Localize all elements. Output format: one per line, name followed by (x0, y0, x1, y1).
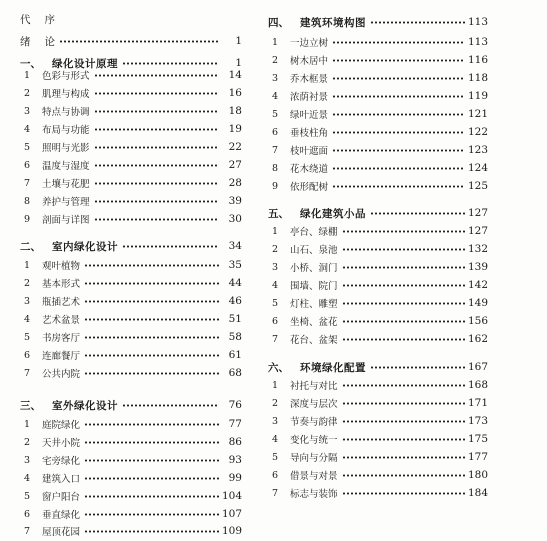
item-title: 节奏与韵律 (290, 417, 338, 428)
toc-item[interactable] (20, 120, 242, 138)
dot-leader (332, 40, 465, 45)
page-number: 35 (228, 259, 242, 271)
toc-section-heading[interactable] (20, 396, 242, 414)
item-title: 垂直绿化 (42, 510, 81, 521)
item-number: 4 (24, 472, 31, 484)
item-title: 垂枝柱角 (290, 128, 329, 139)
item-number: 5 (272, 451, 279, 463)
item-title: 花木绕道 (290, 164, 329, 175)
toc-entry-introduction[interactable] (20, 32, 242, 50)
dot-leader (342, 419, 465, 424)
item-number: 2 (24, 87, 31, 99)
toc-item[interactable] (20, 84, 242, 102)
item-number: 5 (272, 108, 279, 120)
toc-item[interactable] (20, 469, 242, 487)
section-title: 建筑环境构图 (300, 16, 366, 29)
item-title: 窗户阳台 (42, 492, 81, 503)
item-number: 3 (24, 454, 31, 466)
item-number: 1 (272, 225, 279, 237)
item-title: 一边立树 (290, 38, 329, 49)
page-number: 175 (467, 433, 488, 445)
item-number: 4 (24, 313, 31, 325)
page-number: 132 (467, 243, 488, 255)
page-number: 1 (235, 57, 242, 69)
item-title: 肌理与构成 (42, 89, 90, 100)
item-title: 基本形式 (42, 279, 81, 290)
dot-leader (332, 76, 465, 81)
item-title: 标志与装饰 (290, 489, 338, 500)
item-number: 7 (24, 367, 31, 379)
dot-leader (94, 91, 219, 96)
page-number: 180 (467, 469, 488, 481)
item-number: 6 (272, 315, 279, 327)
toc-item[interactable] (20, 433, 242, 451)
item-title: 观叶植物 (42, 261, 81, 272)
item-number: 2 (24, 277, 31, 289)
toc-item[interactable] (268, 222, 488, 240)
dot-leader (84, 353, 219, 358)
toc-section-heading[interactable] (268, 358, 488, 376)
section-title: 绿化建筑小品 (300, 207, 366, 220)
item-number: 7 (24, 525, 31, 537)
page-number: 127 (467, 207, 488, 219)
toc-item[interactable] (268, 33, 488, 51)
item-number: 8 (272, 162, 279, 174)
toc-item[interactable] (268, 141, 488, 159)
section-number: 一、 (20, 57, 41, 70)
page-number: 34 (228, 240, 242, 252)
page-number: 76 (228, 399, 242, 411)
item-title: 树木居中 (290, 56, 329, 67)
item-number: 5 (24, 141, 31, 153)
page-number: 121 (467, 108, 488, 120)
section-title: 环境绿化配置 (300, 361, 366, 374)
dot-leader (94, 109, 219, 114)
dot-leader (94, 181, 219, 186)
page-number: 39 (228, 195, 242, 207)
dot-leader (342, 337, 465, 342)
page-number: 19 (228, 123, 242, 135)
item-number: 7 (24, 177, 31, 189)
page-number: 171 (467, 397, 488, 409)
item-number: 4 (272, 279, 279, 291)
page-number: 142 (467, 279, 488, 291)
section-number: 二、 (20, 240, 41, 253)
dot-leader (370, 365, 465, 370)
dot-leader (122, 244, 219, 249)
toc-item[interactable] (268, 177, 488, 195)
toc-item[interactable] (20, 256, 242, 274)
page-number: 16 (228, 87, 242, 99)
item-title: 变化与统一 (290, 435, 338, 446)
dot-leader (342, 383, 465, 388)
page-number: 99 (228, 472, 242, 484)
dot-leader (94, 127, 219, 132)
page-number: 177 (467, 451, 488, 463)
item-title: 屋顶花园 (42, 527, 81, 538)
toc-item[interactable] (268, 51, 488, 69)
toc-entry-preface[interactable] (20, 10, 242, 28)
toc-item[interactable] (268, 430, 488, 448)
item-number: 6 (272, 126, 279, 138)
page-number: 119 (467, 90, 488, 102)
item-number: 2 (272, 397, 279, 409)
toc-section-heading[interactable] (268, 13, 488, 31)
page-number: 113 (467, 16, 488, 28)
page-number: 116 (467, 54, 488, 66)
item-number: 3 (272, 261, 279, 273)
toc-item[interactable] (268, 330, 488, 348)
dot-leader (332, 166, 465, 171)
dot-leader (342, 473, 465, 478)
item-title: 照明与光影 (42, 143, 90, 154)
page-number: 118 (467, 72, 488, 84)
dot-leader (342, 319, 465, 324)
dot-leader (342, 401, 465, 406)
page-number: 168 (467, 379, 488, 391)
item-title: 公共内院 (42, 369, 81, 380)
section-title: 室外绿化设计 (52, 399, 118, 412)
item-title: 连廊餐厅 (42, 351, 81, 362)
page-number: 22 (228, 141, 242, 153)
item-title: 剖面与详图 (42, 215, 90, 226)
item-title: 乔木框景 (290, 74, 329, 85)
page-number: 127 (467, 225, 488, 237)
page-number: 149 (467, 297, 488, 309)
dot-leader (342, 265, 465, 270)
item-number: 1 (272, 36, 279, 48)
item-number: 4 (272, 433, 279, 445)
item-title: 土壤与花肥 (42, 179, 90, 190)
dot-leader (332, 58, 465, 63)
toc-item[interactable] (20, 102, 242, 120)
dot-leader (122, 61, 219, 66)
page-number: 184 (467, 487, 488, 499)
dot-leader (94, 145, 219, 150)
toc-item[interactable] (20, 487, 242, 505)
dot-leader (94, 199, 219, 204)
dot-leader (84, 335, 219, 340)
page-number: 46 (228, 295, 242, 307)
item-title: 围墙、院门 (290, 281, 338, 292)
toc-item[interactable] (268, 240, 488, 258)
toc-item[interactable] (268, 69, 488, 87)
toc-section-heading[interactable] (20, 237, 242, 255)
item-title: 书房客厅 (42, 333, 81, 344)
toc-item[interactable] (20, 415, 242, 433)
page-number: 68 (228, 367, 242, 379)
dot-leader (94, 163, 219, 168)
dot-leader (84, 476, 219, 481)
toc-item[interactable] (20, 451, 242, 469)
section-title: 室内绿化设计 (52, 240, 118, 253)
toc-item[interactable] (20, 310, 242, 328)
toc-item[interactable] (20, 210, 242, 228)
item-number: 6 (24, 159, 31, 171)
toc-item[interactable] (20, 346, 242, 364)
toc-item[interactable] (268, 258, 488, 276)
page-number: 77 (228, 418, 242, 430)
dot-leader (94, 217, 219, 222)
dot-leader (332, 130, 465, 135)
toc-entry-title: 序 (44, 13, 55, 26)
toc-entry-title: 绪 (20, 35, 31, 48)
item-title: 小桥、洞门 (290, 263, 338, 274)
toc-item[interactable] (268, 276, 488, 294)
dot-leader (332, 148, 465, 153)
dot-leader (84, 458, 219, 463)
item-number: 7 (272, 144, 279, 156)
item-number: 5 (24, 331, 31, 343)
toc-item[interactable] (268, 105, 488, 123)
item-title: 建筑入口 (42, 474, 81, 485)
page-number: 58 (228, 331, 242, 343)
item-title: 布局与功能 (42, 125, 90, 136)
page-number: 14 (228, 69, 242, 81)
item-number: 3 (24, 105, 31, 117)
toc-entry-title: 论 (44, 35, 55, 48)
toc-item[interactable] (268, 412, 488, 430)
dot-leader (342, 437, 465, 442)
item-title: 特点与协调 (42, 107, 90, 118)
toc-item[interactable] (268, 123, 488, 141)
item-title: 花台、盆架 (290, 335, 338, 346)
item-title: 养护与管理 (42, 197, 90, 208)
toc-item[interactable] (20, 522, 242, 540)
page-number: 1 (235, 35, 242, 47)
dot-leader (84, 529, 219, 534)
item-title: 亭台、绿棚 (290, 227, 338, 238)
section-number: 五、 (268, 207, 289, 220)
item-title: 借景与对景 (290, 471, 338, 482)
dot-leader (84, 317, 219, 322)
dot-leader (342, 283, 465, 288)
toc-item[interactable] (20, 364, 242, 382)
item-number: 4 (272, 90, 279, 102)
dot-leader (84, 281, 219, 286)
toc-item[interactable] (268, 448, 488, 466)
dot-leader (342, 247, 465, 252)
toc-item[interactable] (20, 156, 242, 174)
toc-item[interactable] (20, 328, 242, 346)
item-number: 4 (24, 123, 31, 135)
page-number: 61 (228, 349, 242, 361)
section-title: 绿化设计原理 (52, 57, 118, 70)
section-number: 六、 (268, 361, 289, 374)
page-number: 30 (228, 213, 242, 225)
toc-section-heading[interactable] (268, 204, 488, 222)
item-number: 3 (272, 72, 279, 84)
item-title: 枝叶遮面 (290, 146, 329, 157)
item-number: 1 (24, 418, 31, 430)
item-number: 6 (24, 508, 31, 520)
toc-item[interactable] (20, 66, 242, 84)
item-number: 2 (272, 54, 279, 66)
dot-leader (84, 422, 219, 427)
dot-leader (342, 301, 465, 306)
dot-leader (84, 263, 219, 268)
toc-item[interactable] (20, 192, 242, 210)
page-number: 125 (467, 180, 488, 192)
page-number: 124 (467, 162, 488, 174)
toc-item[interactable] (268, 376, 488, 394)
item-title: 衬托与对比 (290, 381, 338, 392)
item-number: 7 (272, 487, 279, 499)
page-number: 18 (228, 105, 242, 117)
toc-item[interactable] (20, 174, 242, 192)
item-title: 宅旁绿化 (42, 456, 81, 467)
page-number: 123 (467, 144, 488, 156)
item-number: 1 (24, 259, 31, 271)
page-number: 107 (221, 508, 242, 520)
item-title: 灯柱、雕塑 (290, 299, 338, 310)
item-title: 导向与分隔 (290, 453, 338, 464)
page-number: 86 (228, 436, 242, 448)
page-number: 156 (467, 315, 488, 327)
dot-leader (332, 94, 465, 99)
item-number: 2 (272, 243, 279, 255)
item-number: 3 (24, 295, 31, 307)
dot-leader (370, 211, 465, 216)
page-number: 27 (228, 159, 242, 171)
dot-leader (342, 455, 465, 460)
toc-item[interactable] (268, 466, 488, 484)
item-number: 2 (24, 436, 31, 448)
page-number: 167 (467, 361, 488, 373)
dot-leader (342, 229, 465, 234)
dot-leader (370, 20, 465, 25)
dot-leader (84, 494, 219, 499)
page-number: 109 (221, 525, 242, 537)
toc-item[interactable] (20, 505, 242, 523)
page-number: 173 (467, 415, 488, 427)
dot-leader (84, 371, 219, 376)
dot-leader (122, 403, 219, 408)
item-number: 5 (272, 297, 279, 309)
dot-leader (84, 440, 219, 445)
item-number: 6 (24, 349, 31, 361)
page-number: 162 (467, 333, 488, 345)
page-number: 139 (467, 261, 488, 273)
toc-item[interactable] (20, 292, 242, 310)
toc-item[interactable] (20, 138, 242, 156)
page-number: 93 (228, 454, 242, 466)
page-number: 44 (228, 277, 242, 289)
page-number: 104 (221, 490, 242, 502)
item-number: 8 (24, 195, 31, 207)
item-number: 7 (272, 333, 279, 345)
page-number: 113 (467, 36, 488, 48)
item-number: 5 (24, 490, 31, 502)
toc-item[interactable] (268, 312, 488, 330)
section-number: 四、 (268, 16, 289, 29)
dot-leader (94, 73, 219, 78)
item-title: 温度与湿度 (42, 161, 90, 172)
toc-item[interactable] (268, 87, 488, 105)
section-number: 三、 (20, 399, 41, 412)
toc-item[interactable] (268, 159, 488, 177)
toc-item[interactable] (268, 484, 488, 502)
dot-leader (332, 112, 465, 117)
page-number: 122 (467, 126, 488, 138)
item-title: 艺术盆景 (42, 315, 81, 326)
dot-leader (342, 491, 465, 496)
item-title: 浓荫衬景 (290, 92, 329, 103)
item-title: 天井小院 (42, 438, 81, 449)
item-title: 深度与层次 (290, 399, 338, 410)
toc-item[interactable] (268, 394, 488, 412)
dot-leader (84, 299, 219, 304)
dot-leader (84, 512, 219, 517)
page-number: 51 (228, 313, 242, 325)
item-title: 庭院绿化 (42, 420, 81, 431)
item-title: 依形配树 (290, 182, 329, 193)
item-number: 9 (272, 180, 279, 192)
item-title: 坐椅、盆花 (290, 317, 338, 328)
item-title: 绿叶近景 (290, 110, 329, 121)
toc-item[interactable] (268, 294, 488, 312)
toc-item[interactable] (20, 274, 242, 292)
item-title: 瓶插艺术 (42, 297, 81, 308)
item-title: 色彩与形式 (42, 71, 90, 82)
item-number: 3 (272, 415, 279, 427)
item-number: 6 (272, 469, 279, 481)
toc-entry-title: 代 (20, 13, 31, 26)
item-number: 1 (24, 69, 31, 81)
item-number: 1 (272, 379, 279, 391)
dot-leader (332, 184, 465, 189)
dot-leader (59, 39, 219, 44)
item-number: 9 (24, 213, 31, 225)
item-title: 山石、泉池 (290, 245, 338, 256)
page-number: 28 (228, 177, 242, 189)
